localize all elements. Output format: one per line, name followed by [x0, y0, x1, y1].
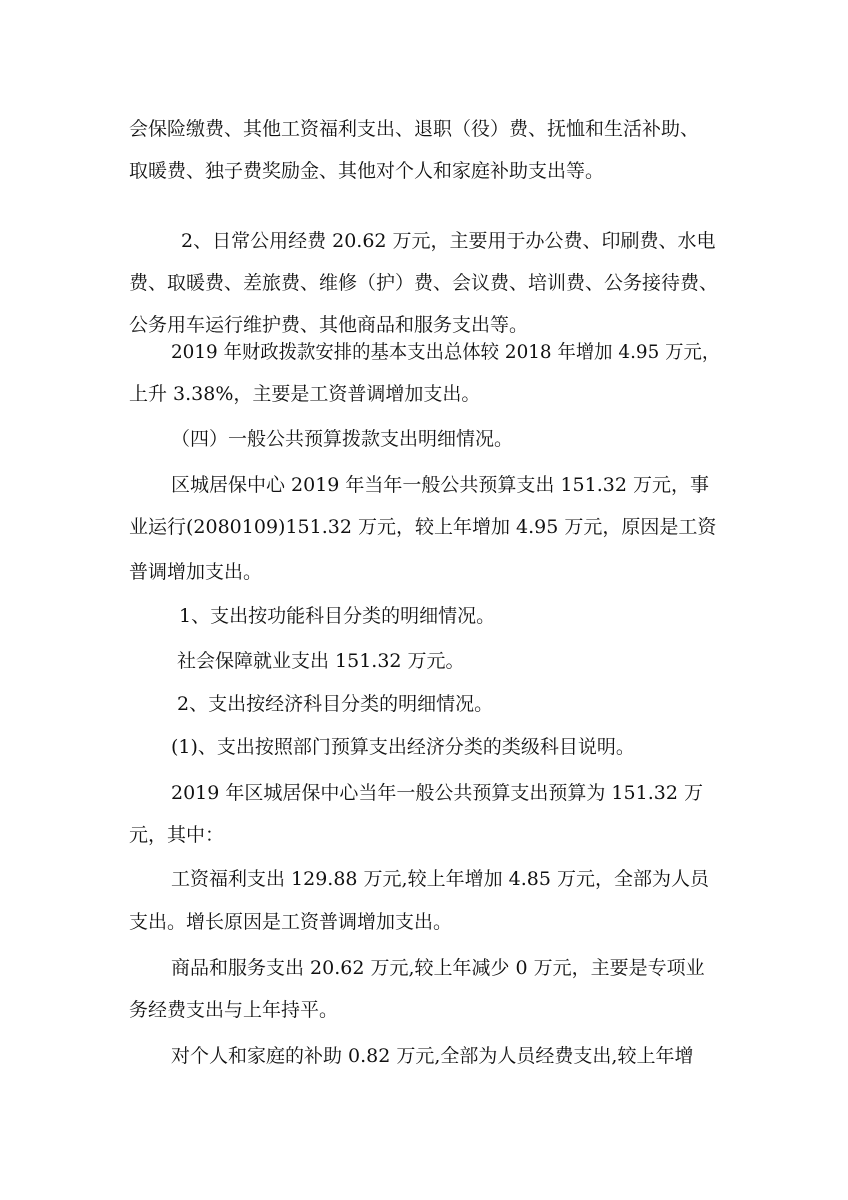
- text-line: (1)、支出按照部门预算支出经济分类的类级科目说明。: [171, 736, 635, 758]
- text-line: （四）一般公共预算拨款支出明细情况。: [171, 428, 514, 450]
- text-line: 支出。增长原因是工资普调增加支出。: [129, 911, 453, 933]
- text-line: 社会保障就业支出 151.32 万元。: [177, 650, 465, 672]
- text-line: 上升 3.38%，主要是工资普调增加支出。: [129, 383, 481, 405]
- text-line: 普调增加支出。: [129, 561, 263, 583]
- text-line: 业运行(2080109)151.32 万元，较上年增加 4.95 万元，原因是工资: [129, 516, 717, 538]
- text-line: 2、支出按经济科目分类的明细情况。: [177, 693, 494, 715]
- text-line: 2019 年区城居保中心当年一般公共预算支出预算为 151.32 万: [171, 782, 703, 804]
- text-line: 区城居保中心 2019 年当年一般公共预算支出 151.32 万元，事: [171, 474, 709, 496]
- text-line: 务经费支出与上年持平。: [129, 999, 339, 1021]
- text-line: 1、支出按功能科目分类的明细情况。: [179, 605, 496, 627]
- text-line: 会保险缴费、其他工资福利支出、退职（役）费、抚恤和生活补助、: [129, 118, 700, 140]
- text-line: 2、日常公用经费 20.62 万元，主要用于办公费、印刷费、水电: [181, 230, 716, 252]
- text-line: 公务用车运行维护费、其他商品和服务支出等。: [129, 314, 529, 336]
- text-line: 2019 年财政拨款安排的基本支出总体较 2018 年增加 4.95 万元，: [171, 341, 721, 363]
- text-line: 工资福利支出 129.88 万元,较上年增加 4.85 万元，全部为人员: [171, 868, 709, 890]
- text-line: 取暖费、独子费奖励金、其他对个人和家庭补助支出等。: [129, 160, 605, 182]
- text-line: 费、取暖费、差旅费、维修（护）费、会议费、培训费、公务接待费、: [129, 272, 719, 294]
- text-line: 商品和服务支出 20.62 万元,较上年减少 0 万元，主要是专项业: [171, 957, 705, 979]
- text-line: 元，其中：: [129, 824, 225, 846]
- text-line: 对个人和家庭的补助 0.82 万元,全部为人员经费支出,较上年增: [171, 1045, 694, 1067]
